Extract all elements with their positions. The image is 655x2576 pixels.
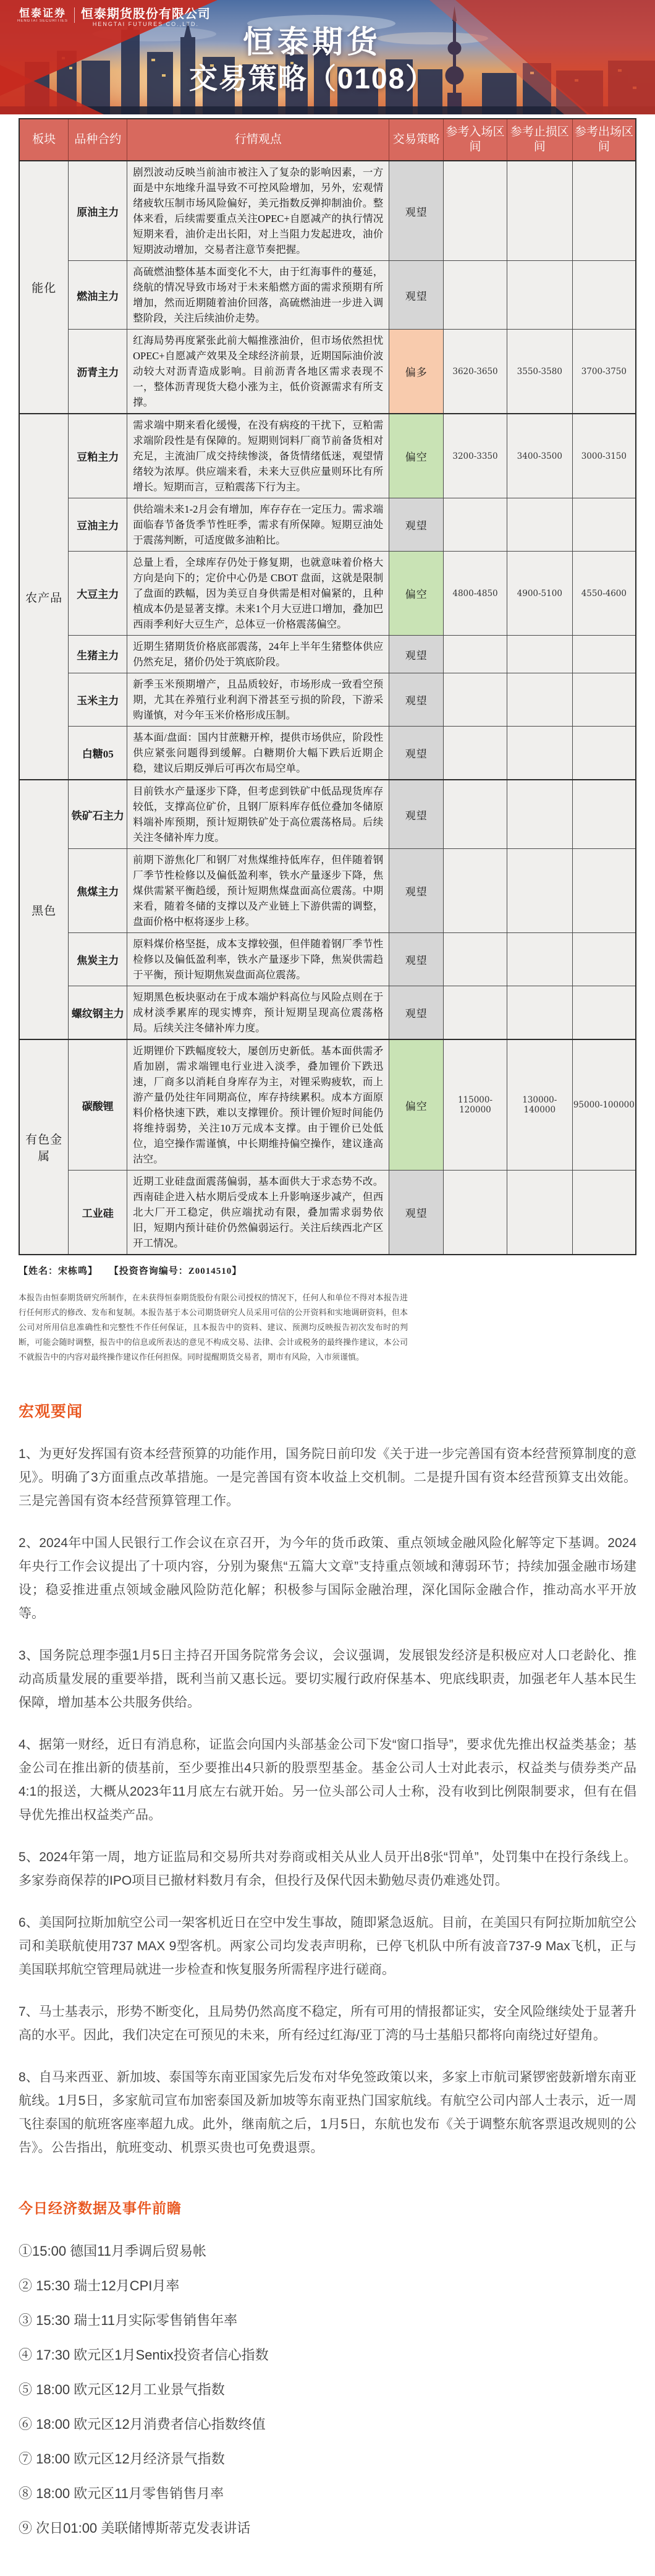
entry-range-cell xyxy=(444,636,507,673)
strategy-cell: 观望 xyxy=(389,780,444,849)
variety-cell: 焦炭主力 xyxy=(69,933,127,986)
table-row xyxy=(19,673,636,727)
stop-range-cell xyxy=(507,261,572,330)
variety-cell: 玉米主力 xyxy=(69,673,127,727)
strategy-cell: 观望 xyxy=(389,673,444,727)
entry-range-cell xyxy=(444,261,507,330)
entry-range-cell xyxy=(444,1171,507,1255)
calendar-item: ①15:00 德国11月季调后贸易帐 xyxy=(19,2243,207,2259)
sector-label: 黑色 xyxy=(19,780,69,1039)
strategy-cell: 观望 xyxy=(389,727,444,780)
stop-range-cell xyxy=(507,498,572,552)
table-row xyxy=(19,498,636,552)
table-header-row xyxy=(19,119,636,161)
strategy-cell: 偏空 xyxy=(389,1039,444,1171)
variety-cell: 燃油主力 xyxy=(69,261,127,330)
exit-range-cell xyxy=(572,161,636,261)
stop-range-cell: 3400-3500 xyxy=(507,414,572,498)
strategy-cell: 观望 xyxy=(389,986,444,1040)
macro-news-heading: 宏观要闻 xyxy=(19,1403,83,1420)
exit-range-cell: 95000-100000 xyxy=(572,1039,636,1171)
macro-news-item: 3、国务院总理李强1月5日主持召开国务院常务会议，会议强调，发展银发经济是积极应对人口老龄化、推动高质量发展的重要举措，既利当前又惠长远。要切实履行政府保基本、兜底线职责，加强老年人基本民生保障，增加基本公共服务供给。 xyxy=(19,1648,636,1710)
entry-range-cell xyxy=(444,498,507,552)
logo-company-cn: 恒泰期货股份有限公司 xyxy=(80,7,211,21)
market-view-cell: 目前铁水产量逐步下降，但考虑到铁矿中低品现货库存较低，支撑高位矿价，且钢厂原料库存低位叠加冬储原料端补库预期，预计短期铁矿处于高位震荡格局。后续关注冬储补库力度。 xyxy=(127,780,389,849)
macro-news-list xyxy=(19,1443,636,2160)
market-view-cell: 原料煤价格坚挺，成本支撑较强，但伴随着钢厂季节性检修以及偏低盈利率，铁水产量逐步下降，焦炭供需趋于平衡，预计短期焦炭盘面高位震荡。 xyxy=(127,933,389,986)
variety-cell: 铁矿石主力 xyxy=(69,780,127,849)
disclaimer-text: 本报告由恒泰期货研究所制作，在未获得恒泰期货股份有限公司授权的情况下，任何人和单位不得对本报告进行任何形式的修改、发布和复制。本报告基于本公司期货研究人员采用可信的公开资料和实地调研资料，但本公司对所用信息准确性和完整性不作任何保证，且本报告中的资料、建议、预测均反映报告初次发布时的判断，可能会随时调整，报告中的信息或所表达的意见不构成交易、法律、会计或税务的最终操作建议，本公司不就报告中的内容对最终操作建议作任何担保。同时提醒期货交易者，期市有风险，入市须谨慎。 xyxy=(19,1293,408,1362)
macro-news-item: 1、为更好发挥国有资本经营预算的功能作用，国务院日前印发《关于进一步完善国有资本经营预算制度的意见》。明确了3方面重点改革措施。一是完善国有资本收益上交机制。二是提升国有资本经营预算支出效能。三是完善国有资本经营预算管理工作。 xyxy=(19,1447,636,1508)
stop-range-cell xyxy=(507,673,572,727)
macro-news-item: 5、2024年第一周，地方证监局和交易所共对券商或相关从业人员开出8张“罚单”，处罚集中在投行条线上。多家券商保荐的IPO项目已撤材料数月有余，但投行及保代因未勤勉尽责仍难逃处罚。 xyxy=(19,1850,636,1888)
logo-brand-block xyxy=(17,7,75,23)
market-view-cell: 近期锂价下跌幅度较大，屡创历史新低。基本面供需矛盾加剧，需求端锂电行业进入淡季，叠加锂价下跌迅速，厂商多以消耗自身库存为主，对锂采购疲软，而上游产量仍处往年同期高位，库存持续累积。成本方面原料价格快速下跌，难以支撑锂价。预计锂价短时间能仍将维持弱势，关注10万元成本支撑。由于锂价已处低位，追空操作需谨慎，中长期维持偏空操作，建议逢高沽空。 xyxy=(127,1039,389,1171)
table-row xyxy=(19,986,636,1040)
variety-cell: 工业硅 xyxy=(69,1171,127,1255)
table-row xyxy=(19,161,636,261)
logo-brand-en: HENGTAI SECURITIES xyxy=(17,19,68,23)
variety-cell: 螺纹钢主力 xyxy=(69,986,127,1040)
sector-label: 农产品 xyxy=(19,414,69,780)
exit-range-cell xyxy=(572,673,636,727)
calendar-item: ⑥ 18:00 欧元区12月消费者信心指数终值 xyxy=(19,2416,266,2432)
stop-range-cell xyxy=(507,161,572,261)
strategy-table-body xyxy=(19,161,636,1255)
strategy-cell: 观望 xyxy=(389,161,444,261)
stop-range-cell: 130000-140000 xyxy=(507,1039,572,1171)
table-row xyxy=(19,1039,636,1171)
exit-range-cell xyxy=(572,727,636,780)
market-view-cell: 红海局势再度紧张此前大幅推涨油价，但市场依然担忧OPEC+自愿减产效果及全球经济前景，近期国际油价波动较大对沥青造成影响。目前沥青各地区需求表现不一，整体沥青现货大稳小涨为主，低价资源需求有所支撑。 xyxy=(127,330,389,414)
macro-news-item: 8、自马来西亚、新加坡、泰国等东南亚国家先后发布对华免签政策以来，多家上市航司紧锣密鼓新增东南亚航线。1月5日，多家航司宣布加密泰国及新加坡等东南亚热门国家航线。有航空公司内部人士表示，近一周飞往泰国的航班客座率超九成。此外，继南航之后，1月5日，东航也发布《关于调整东航客票退改规则的公告》。公告指出，航班变动、机票买贵也可免费退票。 xyxy=(19,2070,636,2155)
entry-range-cell xyxy=(444,780,507,849)
sector-label: 有色金属 xyxy=(19,1039,69,1255)
macro-news-item: 6、美国阿拉斯加航空公司一架客机近日在空中发生事故，随即紧急返航。目前，在美国只有阿拉斯加航空公司和美联航使用737 MAX 9型客机。两家公司均发表声明称，已停飞机队中所有波音737-9 Max飞机，正与美国联邦航空管理局就进一步检查和恢复服务所需程序进行磋商。 xyxy=(19,1916,636,1977)
exit-range-cell xyxy=(572,636,636,673)
analyst-name: 【姓名：宋栋鸣】 xyxy=(19,1266,98,1276)
column-header: 品种合约 xyxy=(69,119,127,161)
exit-range-cell xyxy=(572,986,636,1040)
variety-cell: 焦煤主力 xyxy=(69,849,127,933)
entry-range-cell: 3200-3350 xyxy=(444,414,507,498)
stop-range-cell xyxy=(507,849,572,933)
market-view-cell: 供给端未来1-2月会有增加，库存存在一定压力。需求端面临春节备货季节性旺季，需求有所保障。短期豆油处于震荡判断，可适度做多油粕比。 xyxy=(127,498,389,552)
analyst-license: 【投资咨询编号：Z0014510】 xyxy=(109,1266,242,1276)
analyst-line xyxy=(0,1255,655,1277)
entry-range-cell: 4800-4850 xyxy=(444,552,507,636)
calendar-item: ③ 15:30 瑞士11月实际零售销售年率 xyxy=(19,2313,238,2328)
market-view-cell: 高硫燃油整体基本面变化不大，由于红海事件的蔓延，绕航的情况导致市场对于未来船燃方面的需求预期有所增加，然而近期随着油价回落，高硫燃油进一步进入调整阶段，关注后续油价走势。 xyxy=(127,261,389,330)
market-view-cell: 近期工业硅盘面震荡偏弱，基本面供大于求态势不改。西南硅企进入枯水期后受成本上升影响逐步减产，但西北大厂开工稳定，供应端扰动有限，叠加需求弱势依旧，短期内预计硅价仍然偏弱运行。关注后续西北产区开工情况。 xyxy=(127,1171,389,1255)
logo-brand-cn: 恒泰证券 xyxy=(19,7,66,19)
entry-range-cell xyxy=(444,849,507,933)
column-header: 板块 xyxy=(19,119,69,161)
table-row xyxy=(19,414,636,498)
calendar-item: ⑤ 18:00 欧元区12月工业景气指数 xyxy=(19,2382,225,2397)
entry-range-cell xyxy=(444,986,507,1040)
entry-range-cell: 115000-120000 xyxy=(444,1039,507,1171)
variety-cell: 生猪主力 xyxy=(69,636,127,673)
exit-range-cell: 3700-3750 xyxy=(572,330,636,414)
exit-range-cell xyxy=(572,849,636,933)
entry-range-cell: 3620-3650 xyxy=(444,330,507,414)
stop-range-cell xyxy=(507,780,572,849)
strategy-cell: 观望 xyxy=(389,261,444,330)
exit-range-cell xyxy=(572,1171,636,1255)
variety-cell: 豆油主力 xyxy=(69,498,127,552)
table-row xyxy=(19,1171,636,1255)
calendar-item: ⑨ 次日01:00 美联储博斯蒂克发表讲话 xyxy=(19,2520,251,2536)
entry-range-cell xyxy=(444,673,507,727)
table-row xyxy=(19,933,636,986)
table-row xyxy=(19,261,636,330)
stop-range-cell xyxy=(507,727,572,780)
strategy-table xyxy=(19,118,636,1255)
variety-cell: 大豆主力 xyxy=(69,552,127,636)
market-view-cell: 短期黑色板块驱动在于成本端炉料高位与风险点则在于成材淡季累库的现实博弈，预计短期呈现高位震荡格局。后续关注冬储补库力度。 xyxy=(127,986,389,1040)
column-header: 行情观点 xyxy=(127,119,389,161)
market-view-cell: 总量上看，全球库存仍处于修复期，也就意味着价格大方向是向下的；定价中心仍是 CBOT 盘面，这就是限制了盘面的跌幅，因为美豆自身供需是相对偏紧的，且种植成本仍是显著支撑。未来1个月大豆进口增加，叠加巴西雨季利好大豆生产，总体豆一价格震荡偏空。 xyxy=(127,552,389,636)
table-row xyxy=(19,849,636,933)
exit-range-cell: 3000-3150 xyxy=(572,414,636,498)
exit-range-cell: 4550-4600 xyxy=(572,552,636,636)
table-row xyxy=(19,727,636,780)
entry-range-cell xyxy=(444,933,507,986)
variety-cell: 碳酸锂 xyxy=(69,1039,127,1171)
variety-cell: 白糖05 xyxy=(69,727,127,780)
strategy-cell: 偏多 xyxy=(389,330,444,414)
exit-range-cell xyxy=(572,780,636,849)
exit-range-cell xyxy=(572,261,636,330)
strategy-cell: 观望 xyxy=(389,636,444,673)
entry-range-cell xyxy=(444,727,507,780)
banner xyxy=(0,0,655,114)
stop-range-cell xyxy=(507,636,572,673)
table-row xyxy=(19,330,636,414)
strategy-cell: 观望 xyxy=(389,933,444,986)
calendar-item: ⑧ 18:00 欧元区11月零售销售月率 xyxy=(19,2486,224,2501)
strategy-cell: 观望 xyxy=(389,849,444,933)
strategy-cell: 偏空 xyxy=(389,552,444,636)
stop-range-cell xyxy=(507,1171,572,1255)
sector-label: 能化 xyxy=(19,161,69,414)
macro-news-item: 2、2024年中国人民银行工作会议在京召开，为今年的货币政策、重点领域金融风险化解等定下基调。2024年央行工作会议提出了十项内容，分别为聚焦“五篇大文章”支持重点领域和薄弱环节；持续加强金融市场建设；稳妥推进重点领域金融风险防范化解；积极参与国际金融治理，深化国际金融合作，推动高水平开放等。 xyxy=(19,1536,636,1621)
calendar-heading: 今日经济数据及事件前瞻 xyxy=(19,2200,182,2216)
market-view-cell: 剧烈波动反映当前油市被注入了复杂的影响因素，一方面是中东地缘升温导致不可控风险增加，另外，宏观情绪疲软压制市场风险偏好，美元指数反弹抑制油价。整体来看，后续需要重点关注OPEC+自愿减产的执行情况短期来看，油价走出长阳，对上当阻力发起进攻，油价短期波动增加，交易者注意节奏把握。 xyxy=(127,161,389,261)
variety-cell: 沥青主力 xyxy=(69,330,127,414)
column-header: 交易策略 xyxy=(389,119,444,161)
exit-range-cell xyxy=(572,933,636,986)
column-header: 参考入场区间 xyxy=(444,119,507,161)
macro-news-item: 7、马士基表示，形势不断变化，且局势仍然高度不稳定，所有可用的情报都证实，安全风险继续处于显著升高的水平。因此，我们决定在可预见的未来，所有经过红海/亚丁湾的马士基船只都将向南绕过好望角。 xyxy=(19,2005,636,2042)
stop-range-cell: 4900-5100 xyxy=(507,552,572,636)
table-row xyxy=(19,780,636,849)
calendar-item: ⑦ 18:00 欧元区12月经济景气指数 xyxy=(19,2451,225,2467)
strategy-cell: 偏空 xyxy=(389,414,444,498)
macro-news-item: 4、据第一财经，近日有消息称，证监会向国内头部基金公司下发“窗口指导”，要求优先推出权益类基金；基金公司在推出新的债基前，至少要推出4只新的股票型基金。基金公司人士对此表示，权益类与债券类产品4:1的报送，大概从2023年11月底左右就开始。另一位头部公司人士称，没有收到比例限制要求，但有在倡导优先推出权益类产品。 xyxy=(19,1738,636,1822)
column-header: 参考出场区间 xyxy=(572,119,636,161)
report-title-line2: 交易策略（0108） xyxy=(188,62,436,95)
strategy-cell: 观望 xyxy=(389,498,444,552)
report-title-line1: 恒泰期货 xyxy=(243,25,381,59)
exit-range-cell xyxy=(572,498,636,552)
logo-company-en: HENGTAI FUTURES CO.,LTD. xyxy=(92,21,199,27)
calendar-item: ② 15:30 瑞士12月CPI月率 xyxy=(19,2278,180,2293)
strategy-cell: 观望 xyxy=(389,1171,444,1255)
stop-range-cell: 3550-3580 xyxy=(507,330,572,414)
logo-company-block xyxy=(81,7,211,27)
strategy-table-wrap xyxy=(0,114,655,1255)
table-row xyxy=(19,552,636,636)
stop-range-cell xyxy=(507,986,572,1040)
market-view-cell: 基本面/盘面：国内甘蔗糖开榨，提供市场供应，阶段性供应紧张问题得到缓解。白糖期价大幅下跌后近期企稳，建议后期反弹后可再次布局空单。 xyxy=(127,727,389,780)
report-title xyxy=(0,23,624,96)
calendar-list xyxy=(19,2242,636,2576)
calendar-item: ④ 17:30 欧元区1月Sentix投资者信心指数 xyxy=(19,2347,269,2363)
variety-cell: 豆粕主力 xyxy=(69,414,127,498)
market-view-cell: 新季玉米预期增产，且品质较好，市场形成一致看空预期，尤其在养殖行业利润下滑甚至亏损的阶段，下游采购谨慎，对今年玉米价格形成压制。 xyxy=(127,673,389,727)
company-logo xyxy=(17,7,211,27)
market-view-cell: 需求端中期来看化缓慢，在没有病疫的干扰下，豆粕需求端阶段性是有保障的。短期则饲料厂商节前备货相对充足，主流油厂成交持续惨淡，备货情绪低迷，观望情绪较为浓厚。供应端来看，未来大豆供应量则环比有所增长。短期而言，豆粕震荡下行为主。 xyxy=(127,414,389,498)
variety-cell: 原油主力 xyxy=(69,161,127,261)
market-view-cell: 前期下游焦化厂和钢厂对焦煤维持低库存，但伴随着钢厂季节性检修以及偏低盈利率，铁水产量逐步下降，焦煤供需紧平衡趋缓，预计短期焦煤盘面高位震荡。中期来看，随着冬储的支撑以及产业链上下游供需的调整，盘面价格中枢将逐步上移。 xyxy=(127,849,389,933)
entry-range-cell xyxy=(444,161,507,261)
stop-range-cell xyxy=(507,933,572,986)
table-row xyxy=(19,636,636,673)
market-view-cell: 近期生猪期货价格底部震荡，24年上半年生猪整体供应仍然充足，猪价仍处于筑底阶段。 xyxy=(127,636,389,673)
column-header: 参考止损区间 xyxy=(507,119,572,161)
